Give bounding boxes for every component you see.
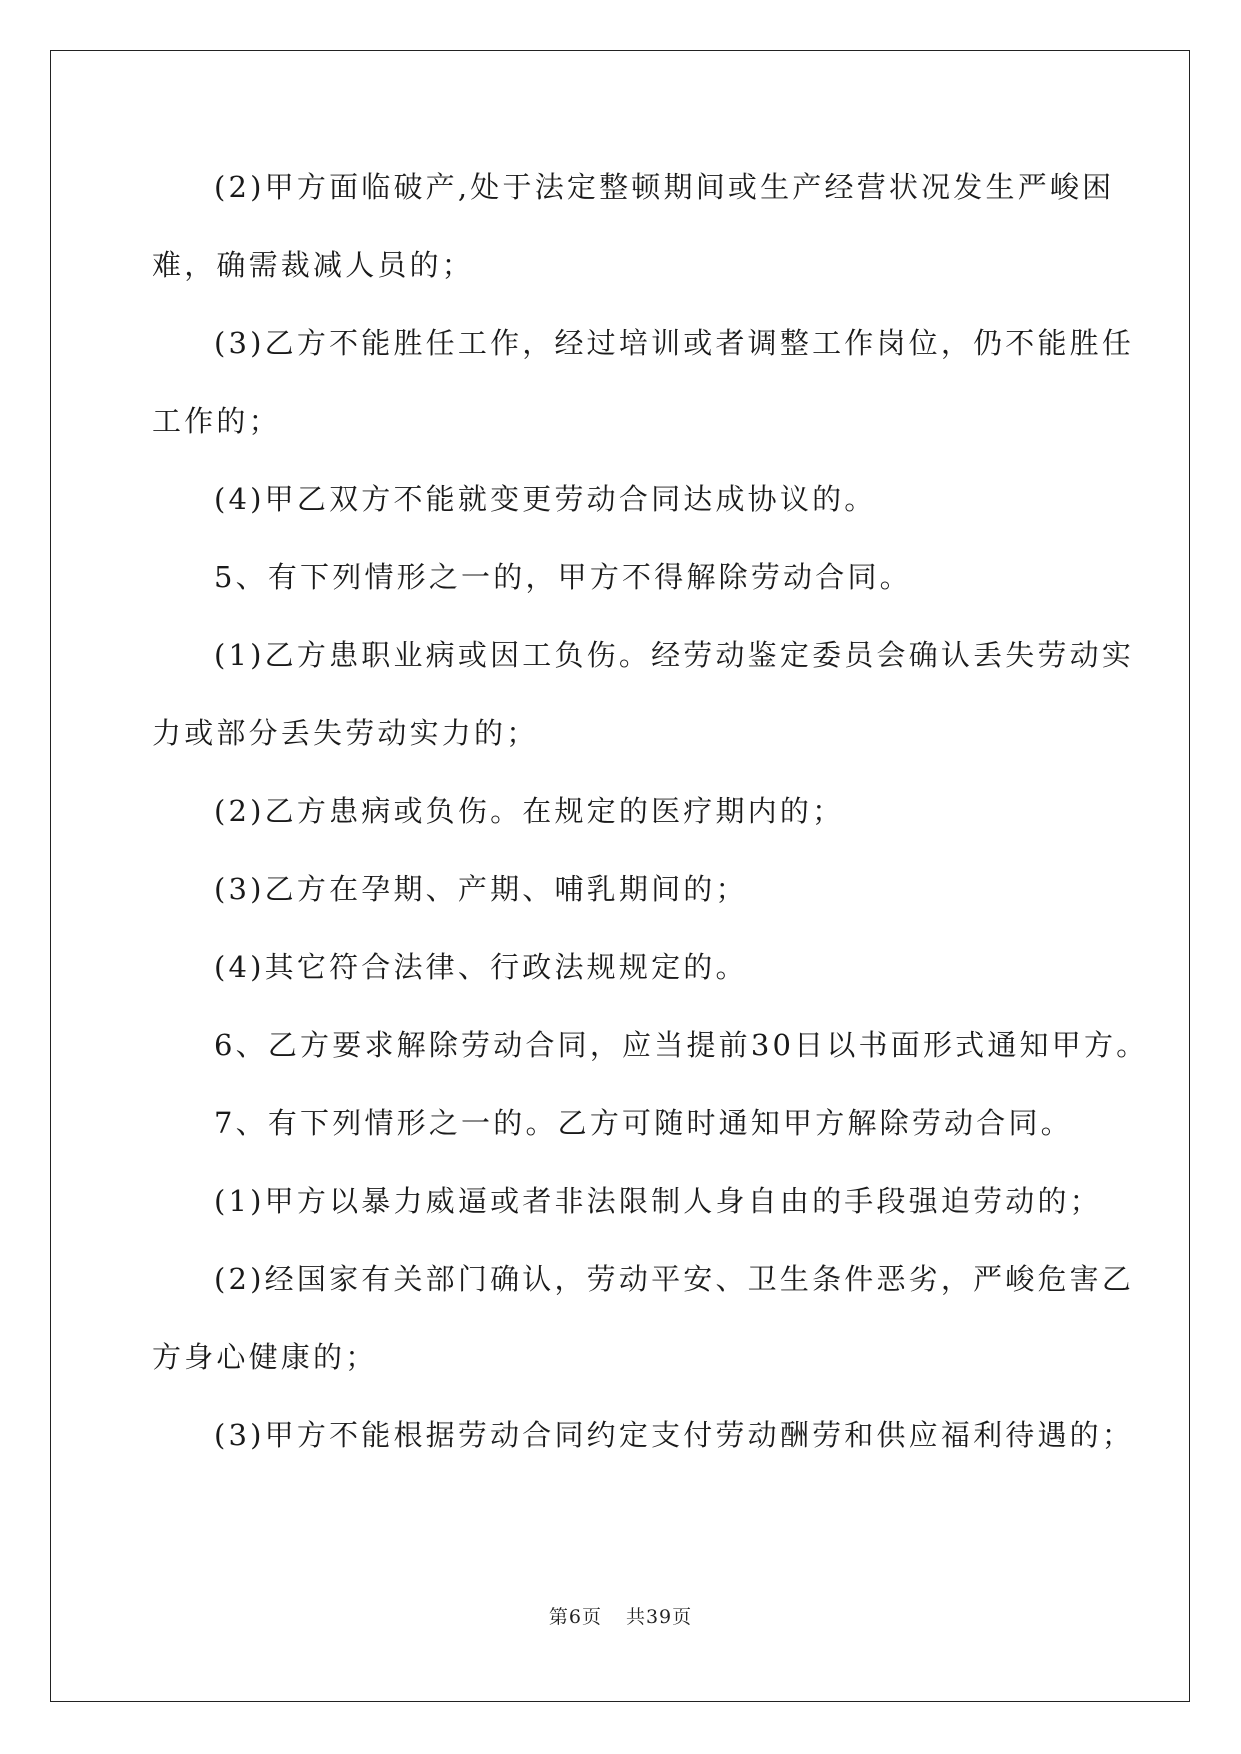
paragraph-line: 力或部分丢失劳动实力的；	[152, 716, 539, 750]
paragraph-line: 7、有下列情形之一的。乙方可随时通知甲方解除劳动合同。	[214, 1106, 1073, 1140]
total-pages: 共39页	[625, 1606, 693, 1628]
paragraph-line: 6、乙方要求解除劳动合同，应当提前30日以书面形式通知甲方。	[214, 1028, 1149, 1062]
document-body	[152, 168, 1149, 1494]
paragraph-line: (2)乙方患病或负伤。在规定的医疗期内的；	[214, 794, 845, 828]
paragraph-line: 方身心健康的；	[152, 1340, 378, 1374]
paragraph-line: (2)经国家有关部门确认，劳动平安、卫生条件恶劣，严峻危害乙	[214, 1262, 1135, 1296]
paragraph-line: (1)甲方以暴力威逼或者非法限制人身自由的手段强迫劳动的；	[214, 1184, 1102, 1218]
paragraph-line: 5、有下列情形之一的，甲方不得解除劳动合同。	[214, 560, 912, 594]
paragraph-line: (4)其它符合法律、行政法规规定的。	[214, 950, 748, 984]
paragraph-line: (3)乙方不能胜任工作，经过培训或者调整工作岗位，仍不能胜任	[214, 326, 1135, 360]
paragraph-line: (1)乙方患职业病或因工负伤。经劳动鉴定委员会确认丢失劳动实	[214, 638, 1135, 672]
paragraph-line: (3)甲方不能根据劳动合同约定支付劳动酬劳和供应福利待遇的；	[214, 1418, 1135, 1452]
paragraph-line: (3)乙方在孕期、产期、哺乳期间的；	[214, 872, 748, 906]
paragraph-line: (2)甲方面临破产,处于法定整顿期间或生产经营状况发生严峻困	[214, 170, 1115, 204]
paragraph-line: (4)甲乙双方不能就变更劳动合同达成协议的。	[214, 482, 877, 516]
paragraph-line: 工作的；	[152, 404, 281, 438]
page-footer	[0, 1602, 1241, 1629]
paragraph-line: 难，确需裁减人员的；	[152, 248, 475, 282]
current-page-number: 第6页	[548, 1606, 602, 1628]
